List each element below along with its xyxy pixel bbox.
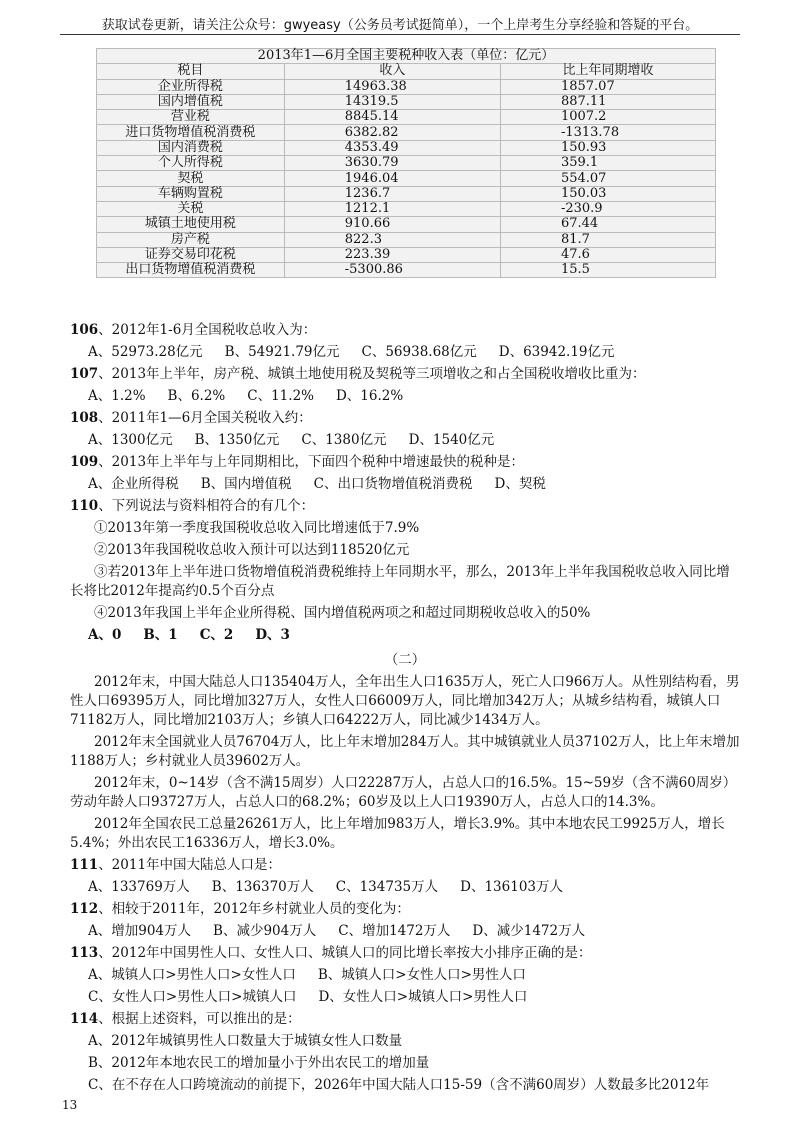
question-text: 、相较于2011年，2012年乡村就业人员的变化为： <box>98 901 410 917</box>
tax-revenue-table <box>96 48 716 278</box>
statement-3: ③若2013年上半年进口货物增值税消费税维持上年同期水平，那么，2013年上半年我国税收总收入同比增长将比2012年提高约0.5个百分点 <box>70 564 730 599</box>
revenue-cell: 223.39 <box>284 247 500 262</box>
increase-cell: 150.93 <box>500 140 715 155</box>
option-d: D、3 <box>255 627 290 643</box>
revenue-cell: 910.66 <box>284 217 500 232</box>
option-c: C、女性人口>男性人口>城镇人口 <box>88 989 297 1005</box>
table-row <box>97 125 716 140</box>
tax-name-cell: 企业所得税 <box>97 79 285 94</box>
paragraph-2: 2012年末全国就业人员76704万人，比上年末增加284万人。其中城镇就业人员37102万人，比上年末增加1188万人；乡村就业人员39602万人。 <box>70 734 740 769</box>
tax-name-cell: 关税 <box>97 201 285 216</box>
option-c: C、134735万人 <box>335 879 439 895</box>
revenue-cell: -5300.86 <box>284 263 500 278</box>
option-a: A、企业所得税 <box>88 476 179 492</box>
revenue-cell: 14319.5 <box>284 94 500 109</box>
table-row <box>97 79 716 94</box>
header-divider <box>60 34 740 35</box>
paragraph-4: 2012年全国农民工总量26261万人，比上年增加983万人，增长3.9%。其中本地农民工9925万人，增长5.4%；外出农民工16336万人，增长3.0%。 <box>70 816 725 851</box>
question-109 <box>70 453 740 472</box>
question-text: 、2013年上半年与上年同期相比，下面四个税种中增速最快的税种是： <box>98 454 525 470</box>
option-c: C、56938.68亿元 <box>361 344 477 360</box>
question-text: 、下列说法与资料相符合的有几个： <box>98 498 315 514</box>
table-row <box>97 201 716 216</box>
option-c: C、出口货物增值税消费税 <box>313 476 473 492</box>
question-111 <box>70 856 740 875</box>
revenue-cell: 4353.49 <box>284 140 500 155</box>
revenue-cell: 6382.82 <box>284 125 500 140</box>
table-row <box>97 263 716 278</box>
option-b: B、1350亿元 <box>194 432 280 448</box>
tax-name-cell: 国内消费税 <box>97 140 285 155</box>
option-c: C、增加1472万人 <box>338 923 451 939</box>
question-114 <box>70 1010 740 1029</box>
tax-name-cell: 房产税 <box>97 232 285 247</box>
table-row <box>97 110 716 125</box>
page-number: 13 <box>62 1098 78 1112</box>
option-d: D、女性人口>城镇人口>男性人口 <box>318 989 528 1005</box>
revenue-cell: 1212.1 <box>284 201 500 216</box>
increase-cell: 887.11 <box>500 94 715 109</box>
option-c: C、11.2% <box>247 388 314 404</box>
increase-cell: -1313.78 <box>500 125 715 140</box>
question-number: 112 <box>70 901 99 917</box>
increase-cell: 1007.2 <box>500 110 715 125</box>
table-title: 2013年1—6月全国主要税种收入表（单位：亿元） <box>97 49 716 64</box>
paragraph-3: 2012年末，0~14岁（含不满15周岁）人口22287万人，占总人口的16.5%。15~59岁（含不满60周岁）劳动年龄人口93727万人，占总人口的68.2%；60岁及以上人口19390万人，占总人口的14.3%。 <box>70 775 737 810</box>
revenue-cell: 8845.14 <box>284 110 500 125</box>
tax-name-cell: 营业税 <box>97 110 285 125</box>
tax-name-cell: 进口货物增值税消费税 <box>97 125 285 140</box>
option-a: A、2012年城镇男性人口数量大于城镇女性人口数量 <box>88 1033 403 1049</box>
increase-cell: 81.7 <box>500 232 715 247</box>
options-109 <box>88 475 740 494</box>
options-113 <box>88 966 740 985</box>
revenue-cell: 822.3 <box>284 232 500 247</box>
option-b: B、2012年本地农民工的增加量小于外出农民工的增加量 <box>88 1055 430 1071</box>
question-110 <box>70 497 740 516</box>
option-b: B、6.2% <box>167 388 226 404</box>
question-number: 113 <box>70 945 99 961</box>
options-112 <box>88 922 740 941</box>
option-a: A、0 <box>88 627 122 643</box>
options-107 <box>88 387 740 406</box>
tax-name-cell: 个人所得税 <box>97 156 285 171</box>
option-c: C、1380亿元 <box>301 432 387 448</box>
table-body <box>97 79 716 278</box>
increase-cell: 150.03 <box>500 186 715 201</box>
option-b: B、1 <box>143 627 178 643</box>
option-b: B、城镇人口>女性人口>男性人口 <box>317 967 526 983</box>
column-header-revenue: 收入 <box>284 64 500 79</box>
question-108 <box>70 409 740 428</box>
question-number: 110 <box>70 498 99 514</box>
tax-name-cell: 国内增值税 <box>97 94 285 109</box>
option-d: D、136103万人 <box>460 879 563 895</box>
increase-cell: -230.9 <box>500 201 715 216</box>
revenue-cell: 14963.38 <box>284 79 500 94</box>
table-row <box>97 232 716 247</box>
question-content <box>70 318 740 1095</box>
section-heading: （二） <box>384 652 426 668</box>
option-c: C、2 <box>199 627 234 643</box>
options-113-row2 <box>88 988 740 1007</box>
paragraph-1: 2012年末，中国大陆总人口135404万人，全年出生人口1635万人，死亡人口966万人。从性别结构看，男性人口69395万人，同比增加327万人，女性人口66009万人，同比增加342万人；从城乡结构看，城镇人口71182万人，同比增加2103万人；乡镇人口64222万人，同比减少1434万人。 <box>70 674 740 728</box>
table-row <box>97 171 716 186</box>
option-b: B、减少904万人 <box>213 923 317 939</box>
header-notice: 获取试卷更新，请关注公众号：gwyeasy（公务员考试挺简单），一个上岸考生分享经验和答疑的平台。 <box>101 18 699 33</box>
question-number: 108 <box>70 410 99 426</box>
table-row <box>97 217 716 232</box>
revenue-cell: 1946.04 <box>284 171 500 186</box>
revenue-cell: 3630.79 <box>284 156 500 171</box>
question-113 <box>70 944 740 963</box>
question-text: 、根据上述资料，可以推出的是： <box>98 1011 301 1027</box>
question-112 <box>70 900 740 919</box>
tax-name-cell: 证券交易印花税 <box>97 247 285 262</box>
table-row <box>97 156 716 171</box>
table-row <box>97 186 716 201</box>
increase-cell: 1857.07 <box>500 79 715 94</box>
tax-name-cell: 城镇土地使用税 <box>97 217 285 232</box>
option-b: B、54921.79亿元 <box>224 344 340 360</box>
increase-cell: 554.07 <box>500 171 715 186</box>
question-107 <box>70 365 740 384</box>
option-a: A、城镇人口>男性人口>女性人口 <box>88 967 296 983</box>
option-d: D、16.2% <box>335 388 404 404</box>
tax-name-cell: 车辆购置税 <box>97 186 285 201</box>
table-row <box>97 94 716 109</box>
option-a: A、1300亿元 <box>88 432 173 448</box>
increase-cell: 359.1 <box>500 156 715 171</box>
question-number: 111 <box>70 857 99 873</box>
question-text: 、2012年1-6月全国税收总收入为： <box>98 322 317 338</box>
statement-4: ④2013年我国上半年企业所得税、国内增值税两项之和超过同期税收总收入的50% <box>94 605 591 621</box>
option-a: A、133769万人 <box>88 879 190 895</box>
option-d: D、1540亿元 <box>408 432 495 448</box>
option-d: D、契税 <box>494 476 546 492</box>
statement-1: ①2013年第一季度我国税收总收入同比增速低于7.9% <box>94 520 420 536</box>
column-header-increase: 比上年同期增收 <box>500 64 715 79</box>
option-b: B、国内增值税 <box>200 476 292 492</box>
increase-cell: 67.44 <box>500 217 715 232</box>
question-number: 106 <box>70 322 99 338</box>
option-d: D、63942.19亿元 <box>498 344 615 360</box>
question-number: 107 <box>70 366 99 382</box>
tax-name-cell: 契税 <box>97 171 285 186</box>
option-d: D、减少1472万人 <box>472 923 586 939</box>
option-a: A、增加904万人 <box>88 923 192 939</box>
column-header-tax: 税目 <box>97 64 285 79</box>
increase-cell: 47.6 <box>500 247 715 262</box>
table-row <box>97 247 716 262</box>
statement-2: ②2013年我国税收总收入预计可以达到118520亿元 <box>94 542 410 558</box>
option-a: A、1.2% <box>88 388 146 404</box>
options-110 <box>88 626 740 645</box>
question-number: 114 <box>70 1011 99 1027</box>
option-a: A、52973.28亿元 <box>88 344 203 360</box>
table-row <box>97 140 716 155</box>
question-text: 、2012年中国男性人口、女性人口、城镇人口的同比增长率按大小排序正确的是： <box>98 945 592 961</box>
option-b: B、136370万人 <box>211 879 314 895</box>
revenue-cell: 1236.7 <box>284 186 500 201</box>
question-text: 、2011年中国大陆总人口是： <box>98 857 282 873</box>
options-106 <box>88 343 740 362</box>
options-108 <box>88 431 740 450</box>
increase-cell: 15.5 <box>500 263 715 278</box>
question-number: 109 <box>70 454 99 470</box>
question-106 <box>70 321 740 340</box>
option-c: C、在不存在人口跨境流动的前提下，2026年中国大陆人口15-59（含不满60周岁）人数最多比2012年 <box>88 1077 710 1093</box>
tax-name-cell: 出口货物增值税消费税 <box>97 263 285 278</box>
options-111 <box>88 878 740 897</box>
question-text: 、2011年1—6月全国关税收入约： <box>98 410 312 426</box>
question-text: 、2013年上半年，房产税、城镇土地使用税及契税等三项增收之和占全国税收增收比重为： <box>98 366 646 382</box>
